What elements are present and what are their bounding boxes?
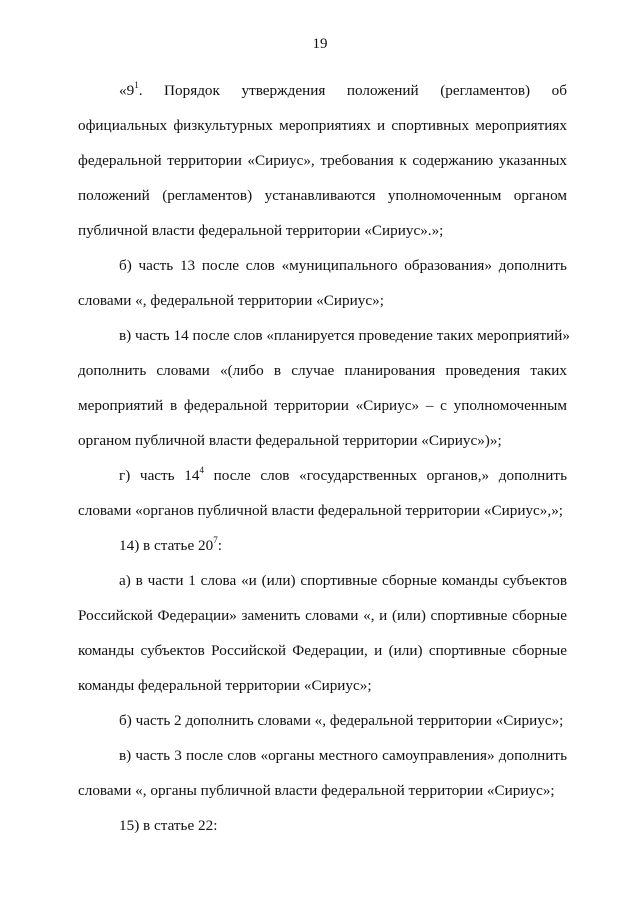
paragraph-line: в) часть 14 после слов «планируется проведение таких мероприятий» xyxy=(119,327,571,344)
paragraph-line: словами «, органы публичной власти федеральной территории «Сириус»; xyxy=(78,782,555,799)
page-number: 19 xyxy=(312,36,328,52)
paragraph-line: б) часть 13 после слов «муниципального образования» дополнить xyxy=(119,257,567,274)
paragraph-line: словами «, федеральной территории «Сириус»; xyxy=(78,292,384,309)
paragraph-line: г) часть $14^4$ после слов «государственных органов,» дополнить xyxy=(119,464,567,484)
paragraph-line: официальных физкультурных мероприятиях и спортивных мероприятиях xyxy=(78,117,567,134)
paragraph-line: команды федеральной территории «Сириус»; xyxy=(78,677,372,694)
superscript: 7 xyxy=(213,534,218,545)
superscript: 4 xyxy=(199,464,204,475)
paragraph-line: федеральной территории «Сириус», требования к содержанию указанных xyxy=(78,152,567,169)
superscript: 1 xyxy=(134,79,139,90)
paragraph-line: а) в части 1 слова «и (или) спортивные сборные команды субъектов xyxy=(119,572,567,589)
paragraph-line: словами «органов публичной власти федеральной территории «Сириус»,»; xyxy=(78,502,564,519)
paragraph-line: органом публичной власти федеральной территории «Сириус»)»; xyxy=(78,432,502,449)
paragraph-line: «$9^1$. Порядок утверждения положений (регламентов) об xyxy=(119,79,567,99)
paragraph-line: Российской Федерации» заменить словами «, и (или) спортивные сборные xyxy=(78,607,567,624)
paragraph-line: положений (регламентов) устанавливаются уполномоченным органом xyxy=(78,187,567,204)
paragraph-line: 15) в статье 22: xyxy=(119,817,218,834)
paragraph-line: в) часть 3 после слов «органы местного самоуправления» дополнить xyxy=(119,747,567,764)
paragraph-line: дополнить словами «(либо в случае планирования проведения таких xyxy=(78,362,567,379)
paragraph-line: б) часть 2 дополнить словами «, федеральной территории «Сириус»; xyxy=(119,712,564,729)
paragraph-line: публичной власти федеральной территории «Сириус».»; xyxy=(78,222,444,239)
paragraph-line: мероприятий в федеральной территории «Сириус» – с уполномоченным xyxy=(78,397,567,414)
paragraph-line: 14) в статье $20^7$: xyxy=(119,534,222,554)
paragraph-line: команды субъектов Российской Федерации, и (или) спортивные сборные xyxy=(78,642,567,659)
